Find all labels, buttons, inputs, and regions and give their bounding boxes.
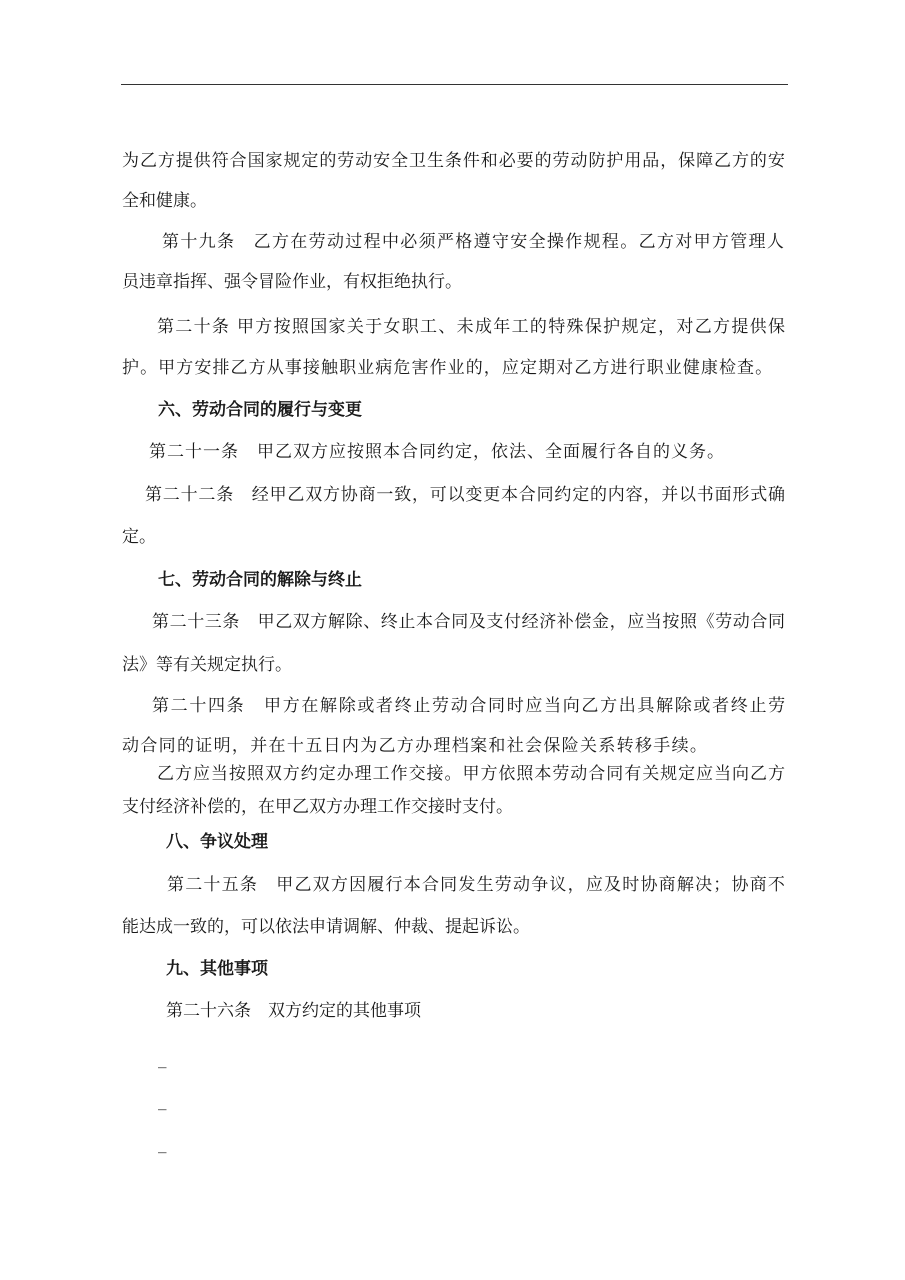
text-line: 支付经济补偿的，在甲乙双方办理工作交接时支付。 — [122, 797, 513, 817]
text-line: 法》等有关规定执行。 — [122, 655, 292, 675]
section-heading-8: 八、争议处理 — [166, 832, 268, 852]
section-heading-6: 六、劳动合同的履行与变更 — [158, 400, 362, 420]
text-line: 能达成一致的，可以依法申请调解、仲裁、提起诉讼。 — [122, 917, 530, 937]
article-26: 第二十六条 双方约定的其他事项 — [166, 1001, 421, 1021]
article-22: 第二十二条 经甲乙双方协商一致，可以变更本合同约定的内容，并以书面形式确 — [145, 485, 786, 505]
article-20: 第二十条 甲方按照国家关于女职工、未成年工的特殊保护规定，对乙方提供保 — [157, 317, 787, 337]
text-line: 全和健康。 — [122, 191, 207, 211]
article-21: 第二十一条 甲乙双方应按照本合同约定，依法、全面履行各自的义务。 — [149, 442, 725, 462]
article-25: 第二十五条 甲乙双方因履行本合同发生劳动争议，应及时协商解决；协商不 — [167, 875, 787, 895]
text-line: 护。甲方安排乙方从事接触职业病危害作业的，应定期对乙方进行职业健康检查。 — [122, 358, 774, 378]
section-heading-9: 九、其他事项 — [166, 959, 268, 979]
text-line: 为乙方提供符合国家规定的劳动安全卫生条件和必要的劳动防护用品，保障乙方的安 — [122, 151, 786, 171]
blank-line-mark: _ — [158, 1049, 167, 1069]
text-line: 动合同的证明，并在十五日内为乙方办理档案和社会保险关系转移手续。 — [122, 736, 709, 756]
article-23: 第二十三条 甲乙双方解除、终止本合同及支付经济补偿金，应当按照《劳动合同 — [152, 612, 786, 632]
header-rule — [121, 84, 788, 85]
article-19: 第十九条 乙方在劳动过程中必须严格遵守安全操作规程。乙方对甲方管理人 — [162, 232, 786, 252]
text-line: 乙方应当按照双方约定办理工作交接。甲方依照本劳动合同有关规定应当向乙方 — [157, 764, 786, 784]
blank-line-mark: _ — [158, 1091, 167, 1111]
section-heading-7: 七、劳动合同的解除与终止 — [158, 570, 362, 590]
text-line: 定。 — [122, 527, 156, 547]
article-24: 第二十四条 甲方在解除或者终止劳动合同时应当向乙方出具解除或者终止劳 — [152, 696, 787, 716]
blank-line-mark: _ — [158, 1134, 167, 1154]
text-line: 员违章指挥、强令冒险作业，有权拒绝执行。 — [122, 272, 462, 292]
